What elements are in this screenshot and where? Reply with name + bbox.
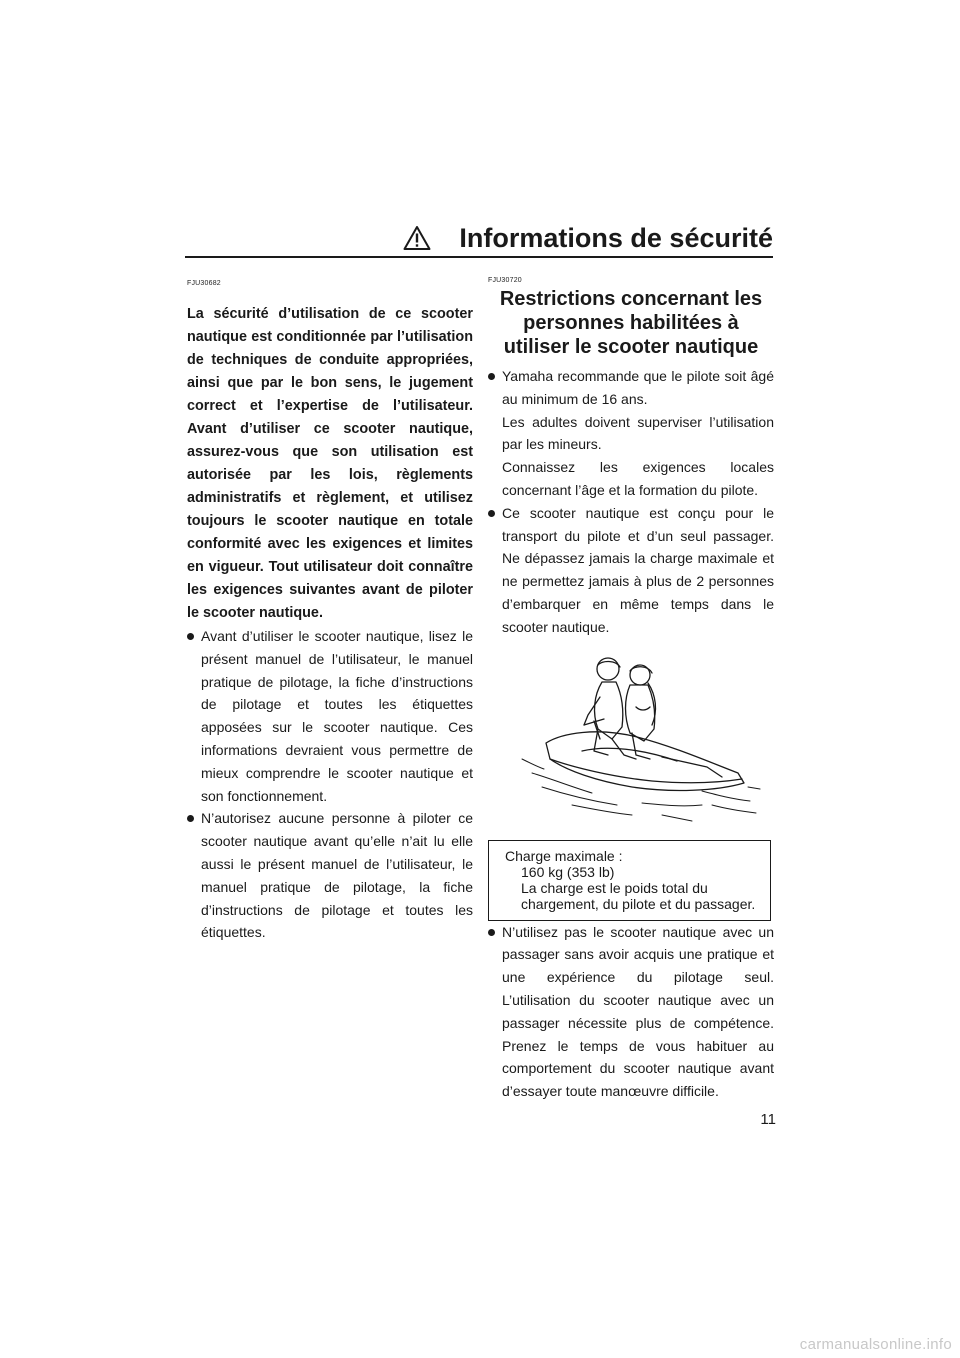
page-title: Informations de sécurité <box>459 223 773 253</box>
list-item: N’utilisez pas le scooter nautique avec un passager sans avoir acquis une pratique et une expérience du pilotage seul. L’utilisation du scooter nautique avec un passager nécessite plus de compétence. Prenez le temps de vous habituer au comportement du scooter nautique avant d’essayer toute manœuvre difficile. <box>488 921 774 1103</box>
bullet-dot-icon <box>488 373 495 380</box>
page-header <box>185 222 773 258</box>
bullet-list <box>488 365 774 639</box>
list-item: N’autorisez aucune personne à piloter ce scooter nautique avant qu’elle n’ait lu elle aussi le présent manuel de l’utilisateur, le manuel pratique de pilotage, la fiche d’instructions de pilotage et toutes les étiquettes. <box>187 807 473 944</box>
section-title: Restrictions concernant les personnes habilitées à utiliser le scooter nautique <box>499 288 763 358</box>
section-code: FJU30682 <box>187 280 221 287</box>
jet-ski-riders-image <box>512 655 762 830</box>
bullet-list <box>488 921 774 1103</box>
list-item: Ce scooter nautique est conçu pour le transport du pilote et d’un seul passager. Ne dépassez jamais la charge maximale et ne permettez jamais à plus de 2 personnes d’embarquer en même temps dans le scooter nautique. <box>488 502 774 639</box>
bullet-list <box>187 625 473 944</box>
watermark: carmanualsonline.info <box>799 1336 952 1353</box>
left-column <box>187 280 473 944</box>
bullet-dot-icon <box>187 815 194 822</box>
section-code: FJU30720 <box>488 277 522 284</box>
bullet-dot-icon <box>488 929 495 936</box>
note-description: La charge est le poids total du chargement, du pilote et du passager. <box>521 879 756 912</box>
right-column <box>488 277 774 1103</box>
list-item: Yamaha recommande que le pilote soit âgé au minimum de 16 ans. Les adultes doivent superviser l’utilisation par les mineurs. Connaissez les exigences locales concernant l’âge et la formation du pilote. <box>488 365 774 502</box>
jet-ski-illustration <box>488 655 774 830</box>
note-label: Charge maximale : <box>505 847 623 864</box>
warning-triangle-icon <box>403 225 431 251</box>
max-load-note <box>488 840 771 921</box>
bullet-dot-icon <box>187 633 194 640</box>
bullet-dot-icon <box>488 510 495 517</box>
page-number: 11 <box>760 1111 776 1128</box>
note-value: 160 kg (353 lb) <box>521 863 615 880</box>
list-item: Avant d’utiliser le scooter nautique, lisez le présent manuel de l’utilisateur, le manuel pratique de pilotage, la fiche d’instructions de pilotage et toutes les étiquettes apposées sur le scooter nautique. Ces informations devraient vous permettre de mieux comprendre le scooter nautique et son fonctionnement. <box>187 625 473 807</box>
intro-paragraph: La sécurité d’utilisation de ce scooter nautique est conditionnée par l’utilisation de techniques de conduite appropriées, ainsi que par le bon sens, le jugement correct et l’expertise de l’utilisateur. Avant d’utiliser ce scooter nautique, assurez-vous que son utilisation est autorisée par les lois, règlements administratifs et règlement, et utilisez toujours le scooter nautique en totale conformité avec les exigences et limites en vigueur. Tout utilisateur doit connaître les exigences suivantes avant de piloter le scooter nautique. <box>187 306 473 621</box>
